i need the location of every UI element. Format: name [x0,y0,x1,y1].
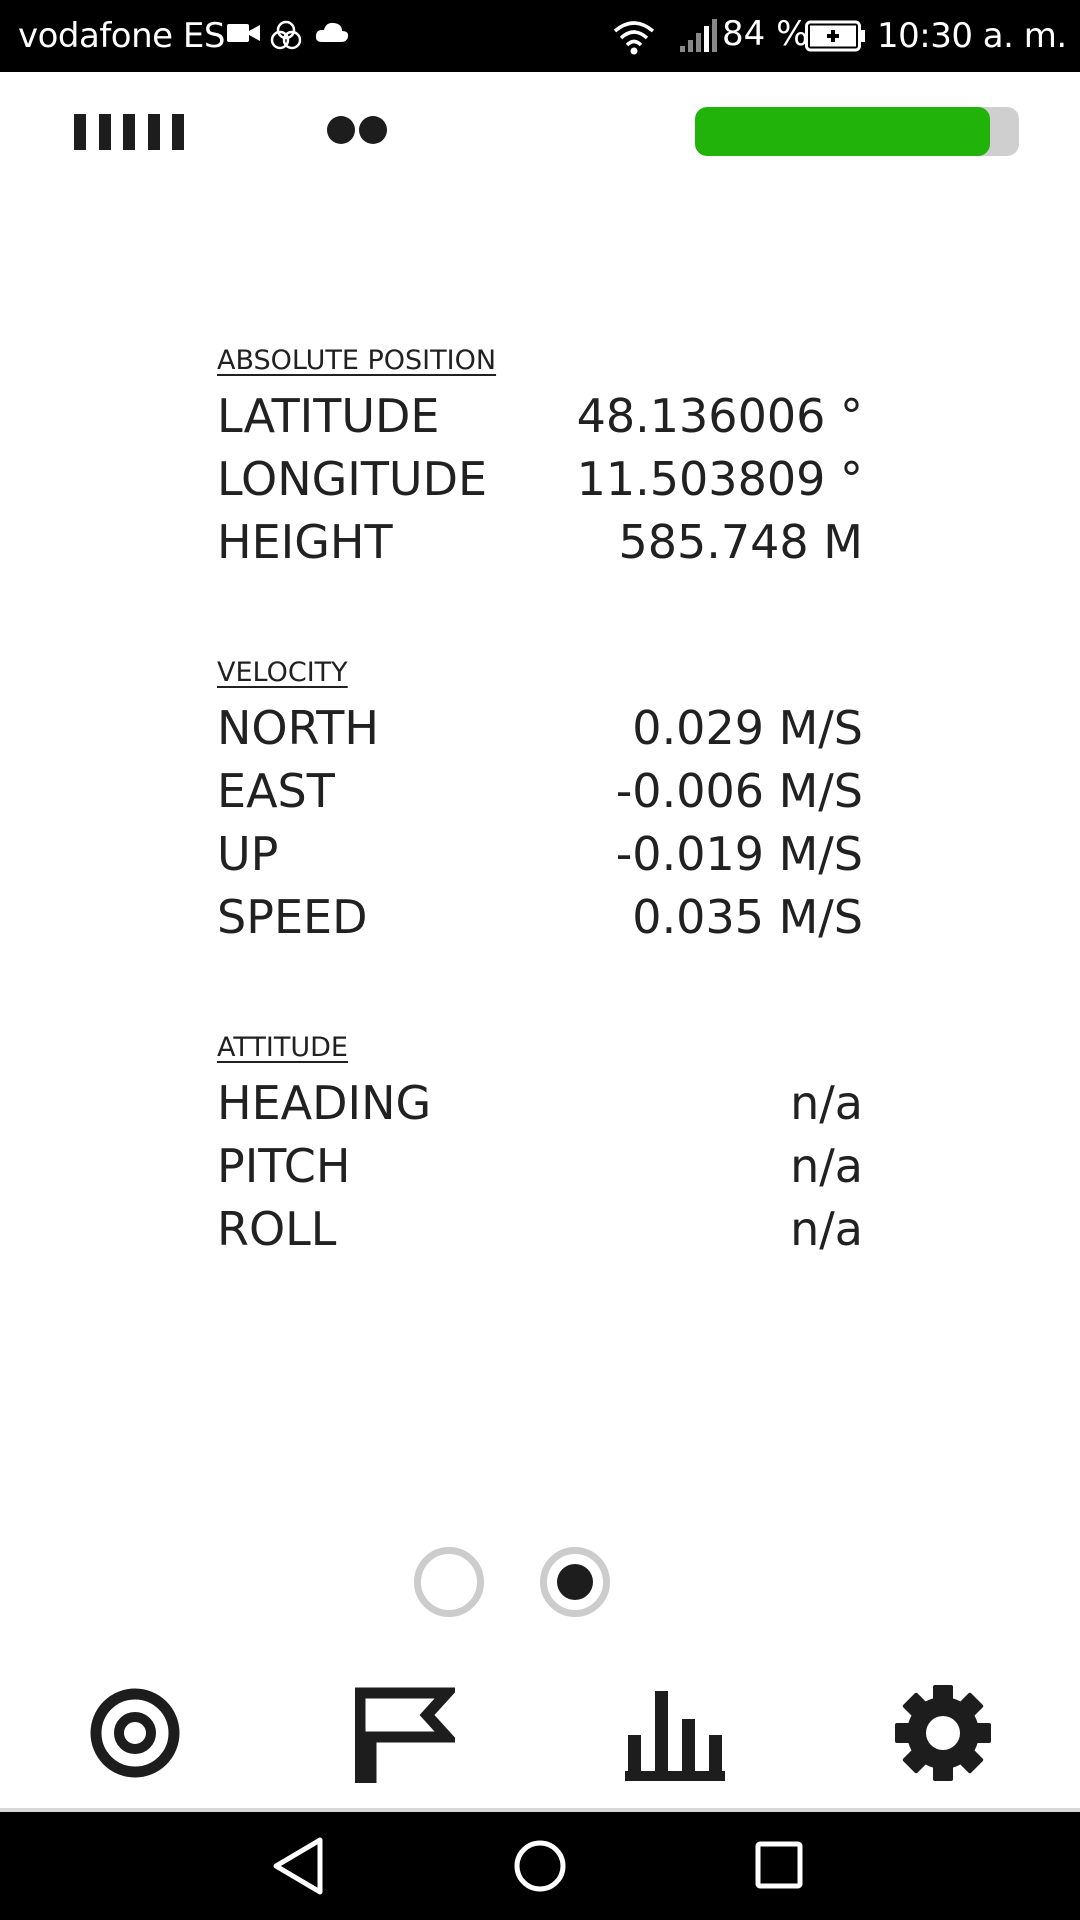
row-label: HEADING [217,1076,432,1130]
row-value: n/a [790,1139,863,1193]
row-label: EAST [217,764,335,818]
bar-chart-icon[interactable] [625,1683,725,1783]
data-row-north [217,697,863,760]
wifi-icon [612,18,656,58]
row-label: ROLL [217,1202,337,1256]
row-value: -0.019 M/S [615,827,863,881]
data-row-speed [217,886,863,949]
navigation-bar [0,1812,1080,1920]
data-row-up [217,823,863,886]
battery-charging-icon [805,20,867,52]
data-row-heading [217,1072,863,1135]
signal-strength-icon[interactable] [74,114,184,150]
sync-icon [268,18,304,54]
data-row-latitude [217,385,863,448]
data-row-roll [217,1198,863,1261]
row-label: NORTH [217,701,379,755]
section-title: VELOCITY [217,657,348,688]
battery-level-fill [695,107,990,156]
row-label: HEIGHT [217,515,393,569]
row-value: 585.748 M [618,515,863,569]
back-icon[interactable] [264,1830,336,1902]
section-title: ABSOLUTE POSITION [217,345,497,376]
row-value: 11.503809 ° [576,452,863,506]
row-value: -0.006 M/S [615,764,863,818]
velocity-section [217,653,863,949]
home-icon[interactable] [504,1830,576,1902]
row-label: PITCH [217,1139,351,1193]
section-title: ATTITUDE [217,1032,348,1063]
battery-percent: 84 % [722,14,809,54]
flag-icon[interactable] [355,1683,455,1783]
clock: 10:30 a. m. [877,16,1067,56]
row-label: LATITUDE [217,389,440,443]
data-row-height [217,511,863,574]
target-icon[interactable] [85,1683,185,1783]
data-row-pitch [217,1135,863,1198]
status-bar [0,0,1080,72]
page-indicator-1[interactable] [414,1547,484,1617]
attitude-section [217,1028,863,1261]
row-value: n/a [790,1202,863,1256]
connection-dots-icon[interactable] [327,116,387,144]
battery-level-bar[interactable] [695,107,1019,156]
cloud-icon [314,18,350,48]
page-indicator-2[interactable] [540,1547,610,1617]
row-label: LONGITUDE [217,452,488,506]
data-row-east [217,760,863,823]
row-value: 0.029 M/S [632,701,863,755]
absolute-position-section [217,341,863,574]
row-value: n/a [790,1076,863,1130]
signal-icon [678,18,718,54]
video-icon [226,18,262,48]
row-value: 48.136006 ° [576,389,863,443]
gear-icon[interactable] [893,1683,993,1783]
row-label: SPEED [217,890,368,944]
data-row-longitude [217,448,863,511]
carrier-name: vodafone ES [18,16,225,56]
row-label: UP [217,827,279,881]
recents-icon[interactable] [744,1830,816,1902]
row-value: 0.035 M/S [632,890,863,944]
